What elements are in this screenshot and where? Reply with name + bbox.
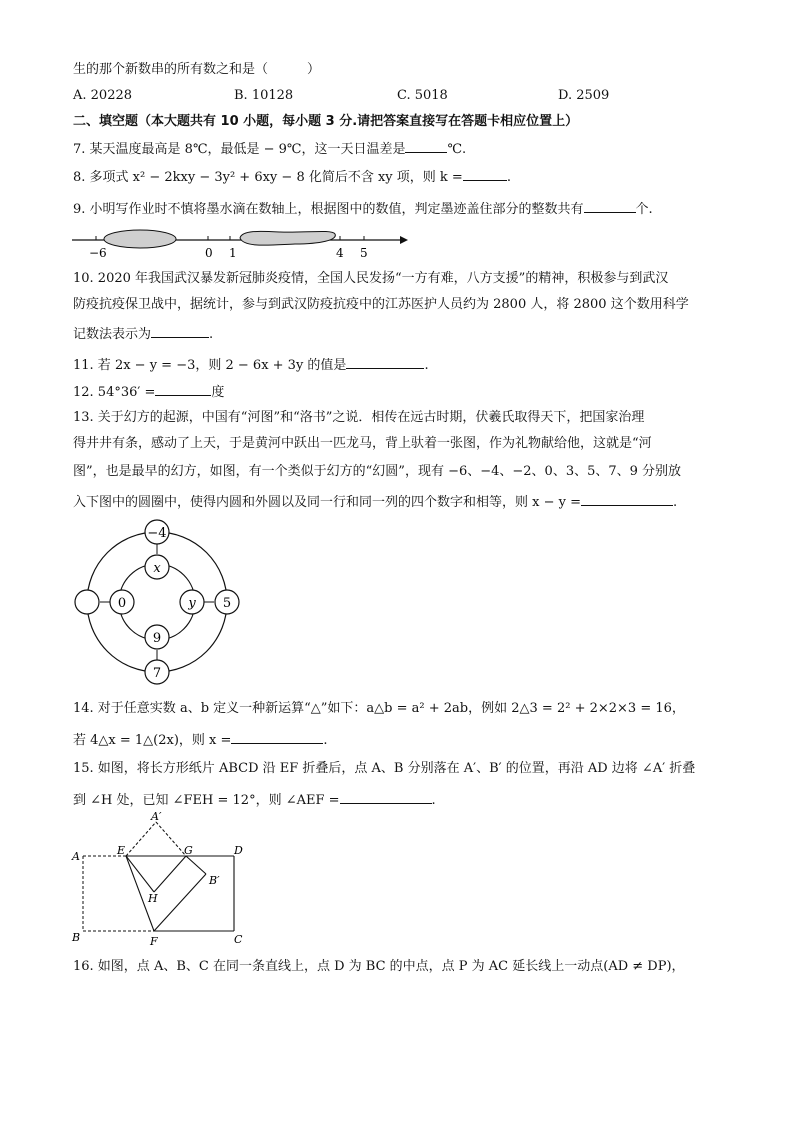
q9-blank[interactable] — [584, 198, 636, 213]
question-14-answer — [73, 729, 328, 750]
label-0: 0 — [205, 246, 213, 260]
label-H: H — [148, 892, 158, 905]
arrow-icon — [400, 236, 408, 244]
ink-blot-right — [240, 231, 335, 245]
value-bottom: 7 — [152, 666, 162, 681]
section-title: 二、填空题（本大题共有 10 小题，每小题 3 分.请把答案直接写在答题卡相应位置上） — [73, 114, 579, 129]
value-top: −4 — [147, 526, 167, 541]
label-G: G — [184, 844, 193, 857]
question-10-answer — [73, 323, 213, 344]
q13-blank[interactable] — [581, 491, 673, 506]
value-inner-right: y — [188, 596, 196, 611]
q14-end: . — [323, 733, 328, 748]
label-minus6: −6 — [89, 246, 107, 260]
q14-blank[interactable] — [231, 729, 323, 744]
q11-blank[interactable] — [346, 354, 424, 369]
value-inner-left: 0 — [117, 596, 127, 611]
q16-line1: 16. 如图，点 A、B、C 在同一条直线上，点 D 为 BC 的中点，点 P 为 AC 延长线上一动点(AD ≠ DP)， — [73, 959, 685, 974]
label-C: C — [234, 933, 243, 946]
q6-option-b: B. 10128 — [234, 88, 294, 103]
q7-text: 7. 某天温度最高是 8℃，最低是 − 9℃，这一天日温差是 — [73, 142, 406, 157]
value-inner-bottom: 9 — [152, 631, 162, 646]
label-4: 4 — [336, 246, 344, 260]
q6-option-d: D. 2509 — [558, 88, 610, 103]
q13-line4: 入下图中的圆圈中，使得内圆和外圆以及同一行和同一列的四个数字和相等，则 x − y = — [73, 495, 581, 510]
q13-line2: 得井井有条，感动了上天，于是黄河中跃出一匹龙马，背上驮着一张图，作为礼物献给他，这就是“河 — [73, 436, 652, 451]
value-right: 5 — [222, 596, 232, 611]
edge-EH — [126, 856, 154, 892]
q6-tail: 生的那个新数串的所有数之和是（ ） — [73, 62, 321, 77]
q13-end: . — [673, 495, 678, 510]
edge-GB1 — [186, 856, 206, 874]
question-13-answer — [73, 491, 677, 512]
q10-line3: 记数法表示为 — [73, 327, 152, 342]
q12-unit: 度 — [211, 385, 225, 400]
question-12 — [73, 381, 224, 402]
value-inner-top: x — [153, 561, 161, 576]
q6-option-c: C. 5018 — [397, 88, 448, 103]
q8-text: 8. 多项式 x² − 2kxy − 3y² + 6xy − 8 化简后不含 xy 项，则 k = — [73, 170, 463, 185]
edge-HG — [154, 856, 186, 892]
q14-line1: 14. 对于任意实数 a、b 定义一种新运算“△”如下：a△b = a² + 2ab，例如 2△3 = 2² + 2×2×3 = 16， — [73, 701, 685, 716]
edge-A1G-dashed — [156, 822, 186, 856]
label-B: B — [72, 931, 81, 944]
edge-EA1-dashed — [126, 822, 156, 856]
q10-line2: 防疫抗疫保卫战中，据统计，参与到武汉防疫抗疫中的江苏医护人员约为 2800 人，将 2800 这个数用科学 — [73, 297, 689, 312]
q10-end: . — [209, 327, 214, 342]
ink-blot-left — [104, 230, 176, 248]
label-1: 1 — [229, 246, 237, 260]
q9-end: 个. — [635, 202, 653, 217]
circle-left — [75, 590, 99, 614]
q9-text: 9. 小明写作业时不慎将墨水滴在数轴上，根据图中的数值，判定墨迹盖住部分的整数共有 — [73, 202, 584, 217]
magic-circle-figure — [70, 518, 245, 688]
q15-line2: 到 ∠H 处，已知 ∠FEH = 12°，则 ∠AEF = — [73, 793, 340, 808]
q15-line1: 15. 如图，将长方形纸片 ABCD 沿 EF 折叠后，点 A、B 分别落在 A′、B′ 的位置，再沿 AD 边将 ∠A′ 折叠 — [73, 761, 696, 776]
q12-blank[interactable] — [155, 381, 211, 396]
label-5: 5 — [360, 246, 368, 260]
question-8 — [73, 166, 511, 187]
q15-blank[interactable] — [340, 789, 432, 804]
q10-line1: 10. 2020 年我国武汉暴发新冠肺炎疫情，全国人民发扬“一方有难，八方支援”的精神，积极参与到武汉 — [73, 271, 669, 286]
number-line-figure — [70, 226, 410, 262]
q11-end: . — [424, 358, 429, 373]
q14-line2: 若 4△x = 1△(2x)，则 x = — [73, 733, 232, 748]
q7-blank[interactable] — [405, 138, 447, 153]
question-9 — [73, 198, 653, 219]
q10-blank[interactable] — [151, 323, 209, 338]
label-D: D — [234, 844, 243, 857]
q8-blank[interactable] — [463, 166, 507, 181]
label-A: A — [72, 850, 80, 863]
question-11 — [73, 354, 429, 375]
q13-line1: 13. 关于幻方的起源，中国有“河图”和“洛书”之说．相传在远古时期，伏羲氏取得天下，把国家治理 — [73, 410, 645, 425]
q8-end: . — [506, 170, 511, 185]
q6-option-a: A. 20228 — [73, 88, 133, 103]
q15-end: . — [431, 793, 436, 808]
label-E: E — [117, 844, 126, 857]
question-7 — [73, 138, 466, 159]
q11-text: 11. 若 2x − y = −3，则 2 − 6x + 3y 的值是 — [73, 358, 347, 373]
q7-unit: ℃. — [447, 142, 467, 157]
fold-figure — [66, 810, 256, 950]
label-A-prime: A′ — [151, 810, 162, 823]
q13-line3: 图”，也是最早的幻方，如图，有一个类似于幻方的“幻圆”，现有 −6、−4、−2、0、3、5、7、9 分别放 — [73, 464, 682, 479]
label-F: F — [150, 935, 158, 948]
q12-text: 12. 54°36′ = — [73, 385, 156, 400]
question-15-answer — [73, 789, 436, 810]
label-B-prime: B′ — [209, 874, 220, 887]
